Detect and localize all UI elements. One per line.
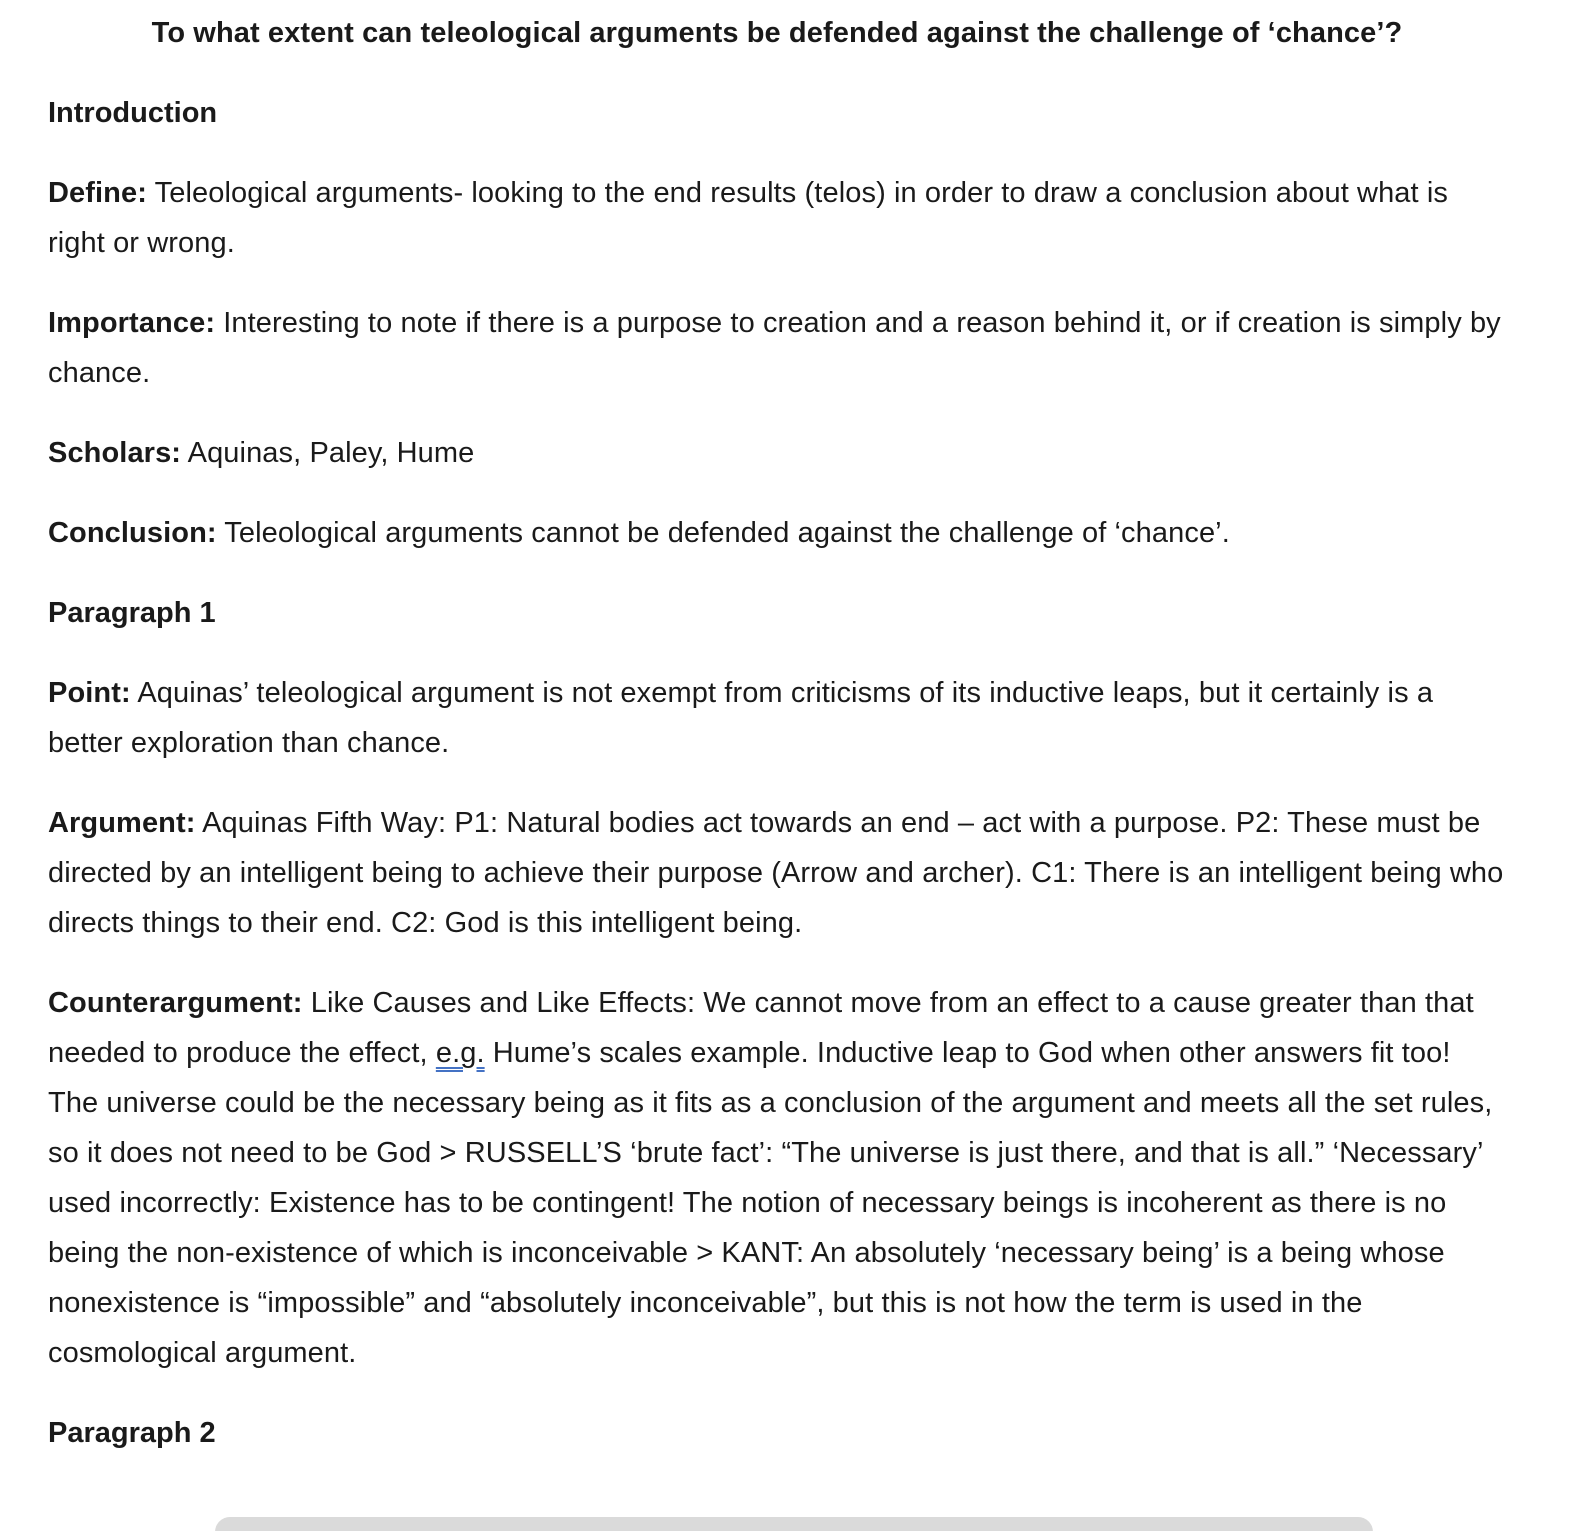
paragraph-counterargument bbox=[48, 978, 1506, 1378]
counterargument-text-before: Like Causes and Like Effects: We cannot move from an effect to a cause greater than that needed to produce the effect, bbox=[48, 987, 1474, 1069]
grammar-flagged-term[interactable]: e.g. bbox=[435, 1037, 485, 1069]
importance-text: Interesting to note if there is a purpose to creation and a reason behind it, or if creation is simply by chance. bbox=[48, 307, 1501, 389]
importance-label: Importance: bbox=[48, 307, 216, 339]
paragraph-scholars bbox=[48, 428, 1506, 478]
paragraph-importance bbox=[48, 298, 1506, 398]
paragraph-argument bbox=[48, 798, 1506, 948]
define-text: Teleological arguments- looking to the end results (telos) in order to draw a conclusion about what is right or wrong. bbox=[48, 177, 1448, 259]
counterargument-label: Counterargument: bbox=[48, 987, 303, 1019]
conclusion-label: Conclusion: bbox=[48, 517, 217, 549]
section-heading-paragraph-1: Paragraph 1 bbox=[48, 597, 216, 629]
conclusion-text: Teleological arguments cannot be defended against the challenge of ‘chance’. bbox=[224, 517, 1230, 549]
next-page-edge bbox=[215, 1517, 1373, 1531]
point-text: Aquinas’ teleological argument is not exempt from criticisms of its inductive leaps, but it certainly is a better exploration than chance. bbox=[48, 677, 1434, 759]
scholars-text: Aquinas, Paley, Hume bbox=[187, 437, 475, 469]
document-title: To what extent can teleological arguments be defended against the challenge of ‘chance’? bbox=[151, 17, 1403, 49]
counterargument-text-after: Hume’s scales example. Inductive leap to God when other answers fit too! The universe could be the necessary being as it fits as a conclusion of the argument and meets all the set rules, so it does not need to be God > RUSSELL’S ‘brute fact’: “The universe is just there, and that is all.” ‘Necessary’ used incorrectly: Existence has to be contingent! The notion of necessary beings is incoherent as there is no being the non-existence of which is inconceivable > KANT: An absolutely ‘necessary being’ is a being whose nonexistence is “impossible” and “absolutely inconceivable”, but this is not how the term is used in the cosmological argument. bbox=[48, 1037, 1493, 1369]
define-label: Define: bbox=[48, 177, 147, 209]
section-heading-introduction: Introduction bbox=[48, 97, 218, 129]
argument-text: Aquinas Fifth Way: P1: Natural bodies act towards an end – act with a purpose. P2: These must be directed by an intelligent being to achieve their purpose (Arrow and archer). C1: There is an intelligent being who directs things to their end. C2: God is this intelligent being. bbox=[48, 807, 1504, 939]
section-heading-paragraph-2: Paragraph 2 bbox=[48, 1417, 216, 1449]
argument-label: Argument: bbox=[48, 807, 196, 839]
paragraph-conclusion bbox=[48, 508, 1506, 558]
point-label: Point: bbox=[48, 677, 131, 709]
paragraph-point bbox=[48, 668, 1506, 768]
scholars-label: Scholars: bbox=[48, 437, 182, 469]
paragraph-define bbox=[48, 168, 1506, 268]
